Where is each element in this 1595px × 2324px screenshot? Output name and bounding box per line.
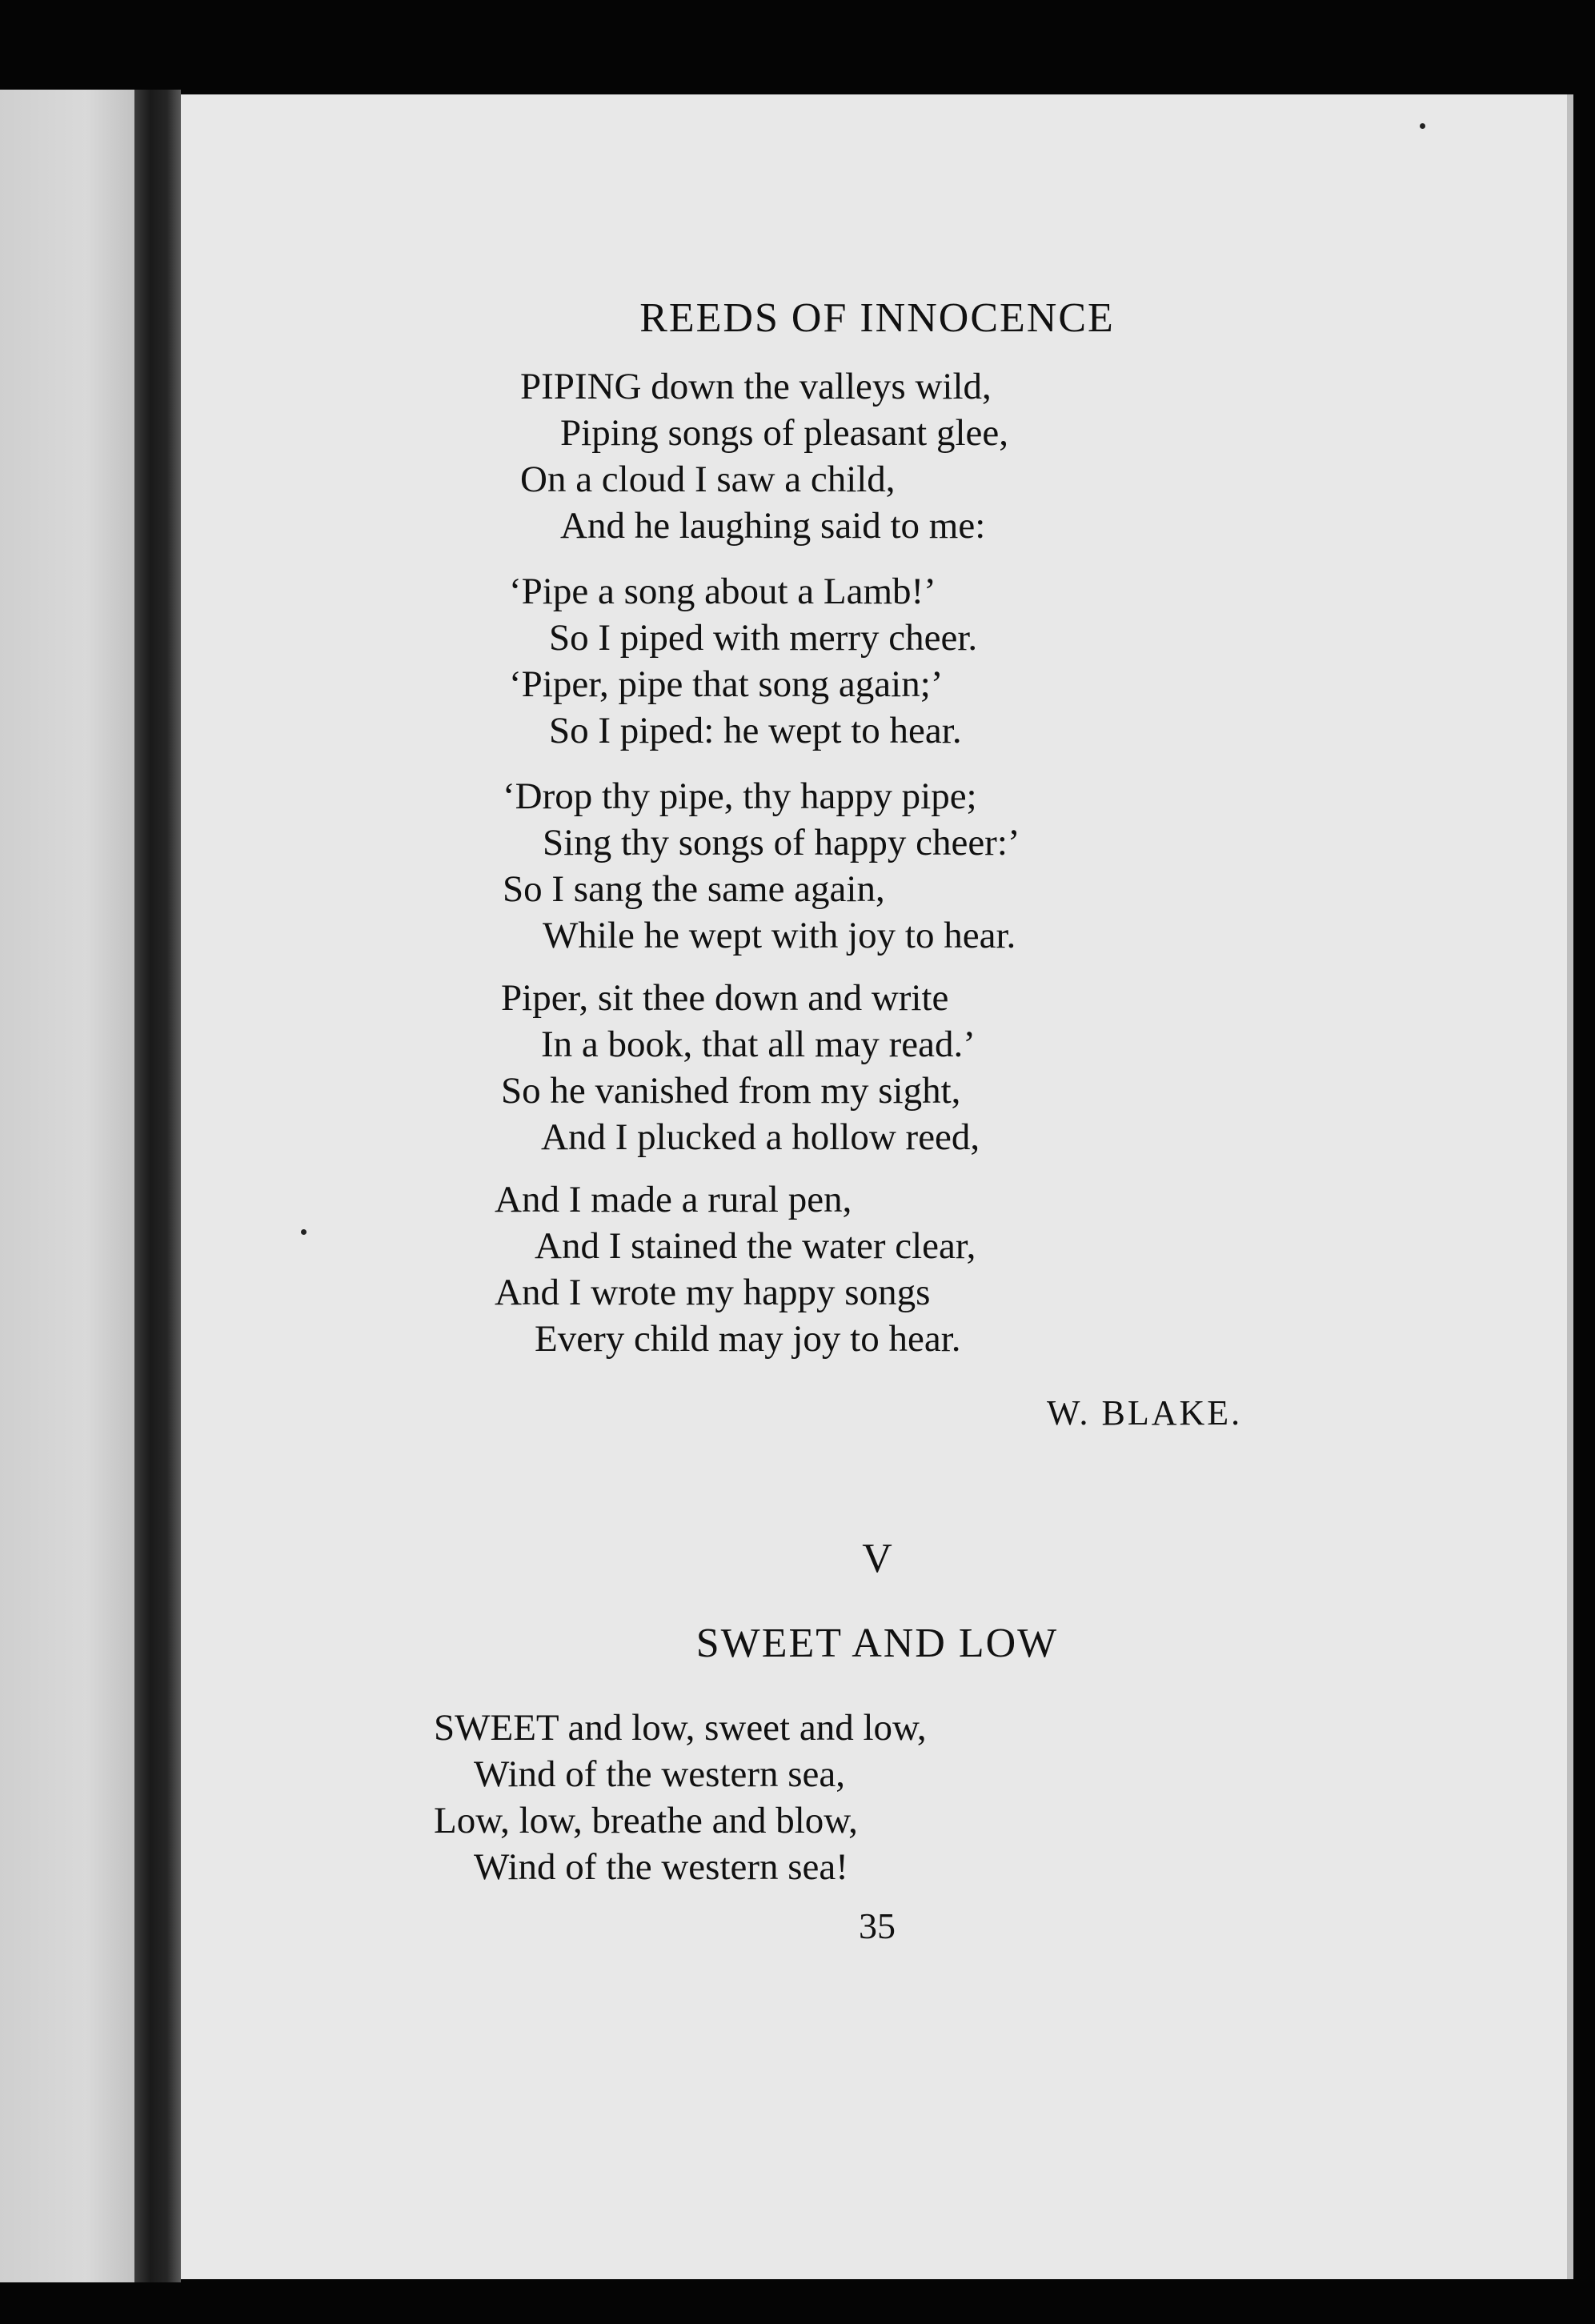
poem-line: So I sang the same again,: [503, 868, 885, 910]
poem-line: Low, low, breathe and blow,: [434, 1800, 858, 1841]
poem-line: And I plucked a hollow reed,: [541, 1116, 980, 1158]
poem-line: And I wrote my happy songs: [495, 1272, 931, 1313]
poem-line: And I stained the water clear,: [535, 1225, 976, 1267]
poem1-stanza-3: [503, 773, 1020, 959]
poem-line: ‘Piper, pipe that song again;’: [509, 663, 944, 705]
poem-title-sweet-and-low: SWEET AND LOW: [695, 1621, 1059, 1666]
poem-line: Wind of the western sea!: [474, 1846, 848, 1888]
poem-line: While he wept with joy to hear.: [543, 915, 1016, 956]
poem-line: ‘Pipe a song about a Lamb!’: [509, 571, 936, 612]
facing-page-edge: [0, 90, 144, 2282]
scan-speck: [1420, 123, 1425, 129]
poem1-stanza-2: [509, 568, 977, 754]
poem-line: And he laughing said to me:: [560, 505, 986, 547]
poem-attribution: W. BLAKE.: [1047, 1393, 1243, 1432]
book-spine-shadow: [134, 90, 181, 2282]
poem-line: Piping songs of pleasant glee,: [560, 412, 1009, 454]
poem-line: On a cloud I saw a child,: [520, 459, 896, 500]
poem-title-reeds-of-innocence: REEDS OF INNOCENCE: [639, 295, 1115, 341]
poem1-stanza-5: [495, 1176, 976, 1362]
poem-line: Piper, sit thee down and write: [501, 977, 949, 1019]
page-number: 35: [859, 1905, 896, 1946]
poem1-stanza-4: [501, 975, 980, 1160]
poem-line: So I piped with merry cheer.: [549, 617, 978, 659]
poem2-stanza-1: [434, 1705, 927, 1890]
section-numeral: V: [862, 1536, 892, 1581]
poem-line: Every child may joy to hear.: [535, 1318, 961, 1360]
scan-speck: [301, 1229, 307, 1235]
page-edge: [1567, 94, 1573, 2279]
poem-line: PIPING down the valleys wild,: [520, 366, 992, 407]
poem-line: Sing thy songs of happy cheer:’: [543, 822, 1020, 863]
poem-line: In a book, that all may read.’: [541, 1024, 976, 1065]
poem-line: SWEET and low, sweet and low,: [434, 1707, 927, 1749]
poem1-stanza-1: [520, 363, 1008, 549]
poem-line: ‘Drop thy pipe, thy happy pipe;: [503, 775, 977, 817]
poem-line: So he vanished from my sight,: [501, 1070, 961, 1112]
poem-line: Wind of the western sea,: [474, 1753, 846, 1795]
poem-line: So I piped: he wept to hear.: [549, 710, 962, 751]
book-page: [181, 94, 1573, 2279]
poem-line: And I made a rural pen,: [495, 1179, 852, 1220]
